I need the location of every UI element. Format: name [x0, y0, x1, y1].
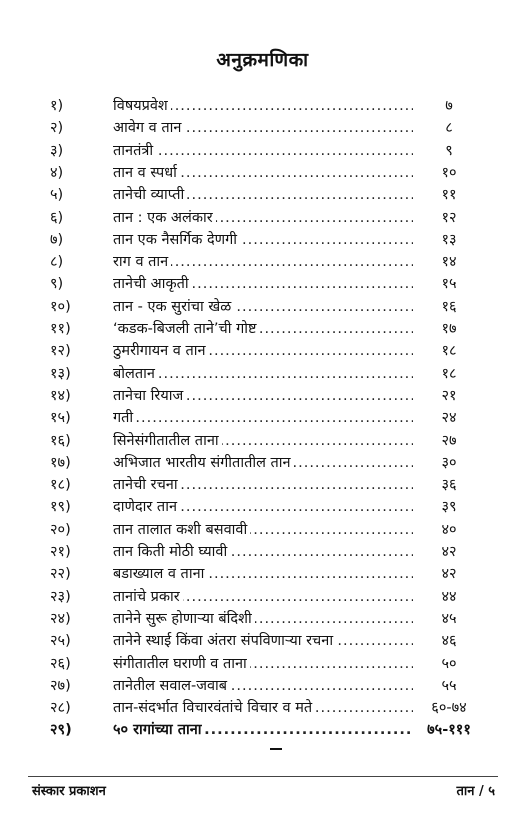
toc-entry-page: १८	[441, 343, 457, 360]
toc-entry-number: २३)	[50, 588, 71, 605]
toc-entry-title: बोलतान	[113, 366, 158, 382]
toc-entry-number: २७)	[50, 677, 71, 694]
toc-entry-title-with-leader	[113, 363, 413, 385]
toc-entry-page: ४४	[441, 588, 457, 605]
toc-entry-title: तान : एक अलंकार	[113, 210, 216, 226]
toc-entry-title-with-leader	[113, 340, 413, 362]
toc-entry-number: २१)	[50, 544, 71, 560]
toc-entry-title: तान-संदर्भात विचारवंतांचे विचार व मते	[113, 700, 315, 716]
toc-entry-title: तान किती मोठी घ्यावी	[113, 544, 230, 560]
toc-entry-number: ११)	[50, 321, 71, 337]
toc-entry-title: तानेतील सवाल-जवाब	[113, 678, 230, 694]
toc-entry-number: २९)	[50, 722, 72, 739]
toc-entry-title-with-leader	[113, 229, 413, 251]
toc-entry-title-with-leader	[113, 407, 413, 429]
toc-entry-page: ९	[445, 142, 453, 159]
toc-entry-page: १८	[441, 365, 457, 382]
toc-entry-number: २६)	[50, 655, 71, 672]
toc-entry	[0, 407, 525, 429]
toc-entry-page: ३९	[441, 499, 457, 516]
toc-entry-page: ५५	[441, 677, 457, 694]
toc-entry-title: ‘कडक-बिजली ताने’ची गोष्ट	[113, 321, 260, 337]
toc-entry	[0, 653, 525, 675]
toc-entry-title: तानेने स्थाई किंवा अंतरा संपविणाऱ्या रचना	[113, 633, 336, 649]
toc-entry-page: ४२	[441, 566, 457, 583]
toc-entry-title-with-leader	[113, 519, 413, 541]
toc-entry-number: २०)	[50, 521, 71, 538]
toc-entry-title-with-leader	[113, 140, 413, 162]
toc-entry-page: ४२	[441, 544, 457, 560]
toc-entry-title-with-leader	[113, 630, 413, 652]
toc-entry-number: ४)	[50, 164, 64, 181]
toc-entry-title: तान तालात कशी बसवावी	[113, 522, 250, 538]
toc-entry-title: विषयप्रवेश	[113, 98, 171, 114]
toc-entry-number: १३)	[50, 365, 71, 382]
toc-entry-title: तानांचे प्रकार	[113, 589, 183, 605]
page-title: अनुक्रमणिका	[216, 49, 309, 71]
toc-entry-title: तानेची व्याप्ती	[113, 187, 187, 203]
end-dash	[270, 748, 282, 750]
toc-entry-number: १८)	[50, 477, 71, 494]
toc-entry	[0, 318, 525, 340]
toc-entry-title-with-leader	[113, 653, 413, 675]
toc-entry-title: तानेची आकृती	[113, 276, 192, 292]
toc-entry-title-with-leader	[113, 452, 413, 474]
toc-entry-title: तानेने सुरू होणाऱ्या बंदिशी	[113, 611, 255, 627]
toc-entry-title-with-leader	[113, 385, 413, 407]
toc-entry-page: ६०-७४	[431, 700, 467, 717]
footer-divider	[28, 776, 498, 777]
toc-entry-title-with-leader	[113, 117, 413, 139]
toc-entry-page: १७	[441, 321, 457, 337]
toc-entry	[0, 719, 525, 741]
toc-entry-title-with-leader	[113, 563, 413, 585]
toc-entry-title: संगीतातील घराणी व ताना	[113, 656, 250, 672]
toc-entry-page: ४६	[441, 633, 457, 650]
toc-entry-title: सिनेसंगीतातील ताना	[113, 433, 222, 449]
toc-entry	[0, 675, 525, 697]
toc-entry-title-with-leader	[113, 318, 413, 340]
toc-entry-title: ठुमरीगायन व तान	[113, 343, 209, 359]
toc-entry-title-with-leader	[113, 675, 413, 697]
toc-entry	[0, 697, 525, 719]
toc-entry-page: १६	[441, 298, 457, 315]
toc-entry-number: ५)	[50, 187, 64, 204]
toc-entry-number: ७)	[50, 231, 64, 248]
toc-entry	[0, 207, 525, 229]
toc-entry	[0, 140, 525, 162]
toc-entry-page: २७	[441, 432, 457, 449]
toc-entry-number: २)	[50, 120, 64, 137]
toc-entry-title-with-leader	[113, 697, 413, 719]
toc-entry-page: ५०	[441, 655, 457, 672]
toc-entry	[0, 474, 525, 496]
toc-entry-page: १४	[441, 254, 457, 271]
toc-entry	[0, 363, 525, 385]
toc-entry-page: ७५-१११	[427, 722, 471, 739]
toc-entry-page: ८	[445, 120, 453, 137]
toc-entry-number: १९)	[50, 499, 71, 516]
toc-entry-number: १४)	[50, 387, 71, 404]
toc-entry	[0, 162, 525, 184]
toc-entry-title-with-leader	[113, 296, 413, 318]
toc-entry-title-with-leader	[113, 207, 413, 229]
toc-entry	[0, 630, 525, 652]
toc-entry-title-with-leader	[113, 273, 413, 295]
toc-entry	[0, 184, 525, 206]
toc-entry-number: ८)	[50, 254, 64, 271]
toc-entry-title-with-leader	[113, 430, 413, 452]
toc-entry-number: १)	[50, 98, 64, 114]
toc-entry	[0, 117, 525, 139]
toc-entry-number: ९)	[50, 276, 64, 293]
toc-entry-page: १२	[441, 209, 457, 226]
toc-entry-number: ६)	[50, 209, 64, 226]
toc-entry-title: तान व स्पर्धा	[113, 165, 180, 181]
footer-page-number: तान / ५	[456, 784, 495, 799]
toc-entry-number: ३)	[50, 142, 64, 159]
toc-entry	[0, 340, 525, 362]
toc-entry-title-with-leader	[113, 541, 413, 563]
toc-entry	[0, 586, 525, 608]
toc-entry-number: २८)	[50, 700, 71, 717]
footer-publisher: संस्कार प्रकाशन	[32, 784, 106, 799]
toc-entry-title: तान - एक सुरांचा खेळ	[113, 299, 234, 315]
toc-entry-title: दाणेदार तान	[113, 499, 180, 515]
toc-entry-title-with-leader	[113, 95, 413, 117]
toc-entry-number: १५)	[50, 410, 71, 427]
toc-entry-number: २५)	[50, 633, 71, 650]
toc-entry-title: अभिजात भारतीय संगीतातील तान	[113, 455, 294, 471]
toc-entry-title: तानेचा रियाज	[113, 388, 186, 404]
toc-entry-title-with-leader	[113, 719, 413, 741]
toc-entry-title-with-leader	[113, 608, 413, 630]
toc-entry-title: राग व तान	[113, 254, 171, 270]
toc-entry-title-with-leader	[113, 496, 413, 518]
toc-entry-title: बडाख्याल व ताना	[113, 566, 207, 582]
toc-entry-title: तानेची रचना	[113, 477, 181, 493]
toc-entry	[0, 452, 525, 474]
toc-entry-number: १२)	[50, 343, 71, 360]
toc-entry-page: ३६	[441, 477, 457, 494]
toc-entry-title-with-leader	[113, 474, 413, 496]
toc-entry-number: १६)	[50, 432, 71, 449]
toc-entry	[0, 519, 525, 541]
toc-entry-page: ४५	[441, 610, 457, 627]
toc-entry	[0, 296, 525, 318]
toc-entry	[0, 563, 525, 585]
toc-entry-title: गती	[113, 410, 136, 426]
toc-entry	[0, 273, 525, 295]
toc-entry-title: ५० रागांच्या ताना	[113, 722, 205, 738]
toc-entry-title: तान एक नैसर्गिक देणगी	[113, 232, 240, 248]
toc-entry-number: १०)	[50, 298, 71, 315]
toc-entry-title-with-leader	[113, 586, 413, 608]
toc-entry	[0, 251, 525, 273]
toc-entry	[0, 385, 525, 407]
toc-entry-title-with-leader	[113, 251, 413, 273]
toc-entry-title-with-leader	[113, 162, 413, 184]
toc-entry-page: १३	[441, 231, 457, 248]
toc-entry-title: तानतंत्री	[113, 143, 156, 159]
toc-entry-page: २१	[441, 387, 457, 404]
toc-entry-page: ७	[445, 98, 453, 114]
toc-entry-page: २४	[441, 410, 457, 427]
toc-entry	[0, 496, 525, 518]
toc-entry-page: १५	[441, 276, 457, 293]
toc-entry-number: २४)	[50, 610, 71, 627]
toc-entry-page: ३०	[441, 454, 457, 471]
toc-entry	[0, 229, 525, 251]
toc-entry	[0, 608, 525, 630]
toc-entry	[0, 95, 525, 117]
toc-entry	[0, 430, 525, 452]
toc-entry-title: आवेग व तान	[113, 120, 184, 136]
toc-entry-number: १७)	[50, 454, 71, 471]
toc-entry-page: ४०	[441, 521, 457, 538]
toc-entry-title-with-leader	[113, 184, 413, 206]
toc-entry	[0, 541, 525, 563]
toc-entry-page: ११	[441, 187, 457, 204]
toc-entry-page: १०	[441, 164, 457, 181]
toc-entry-number: २२)	[50, 566, 71, 583]
